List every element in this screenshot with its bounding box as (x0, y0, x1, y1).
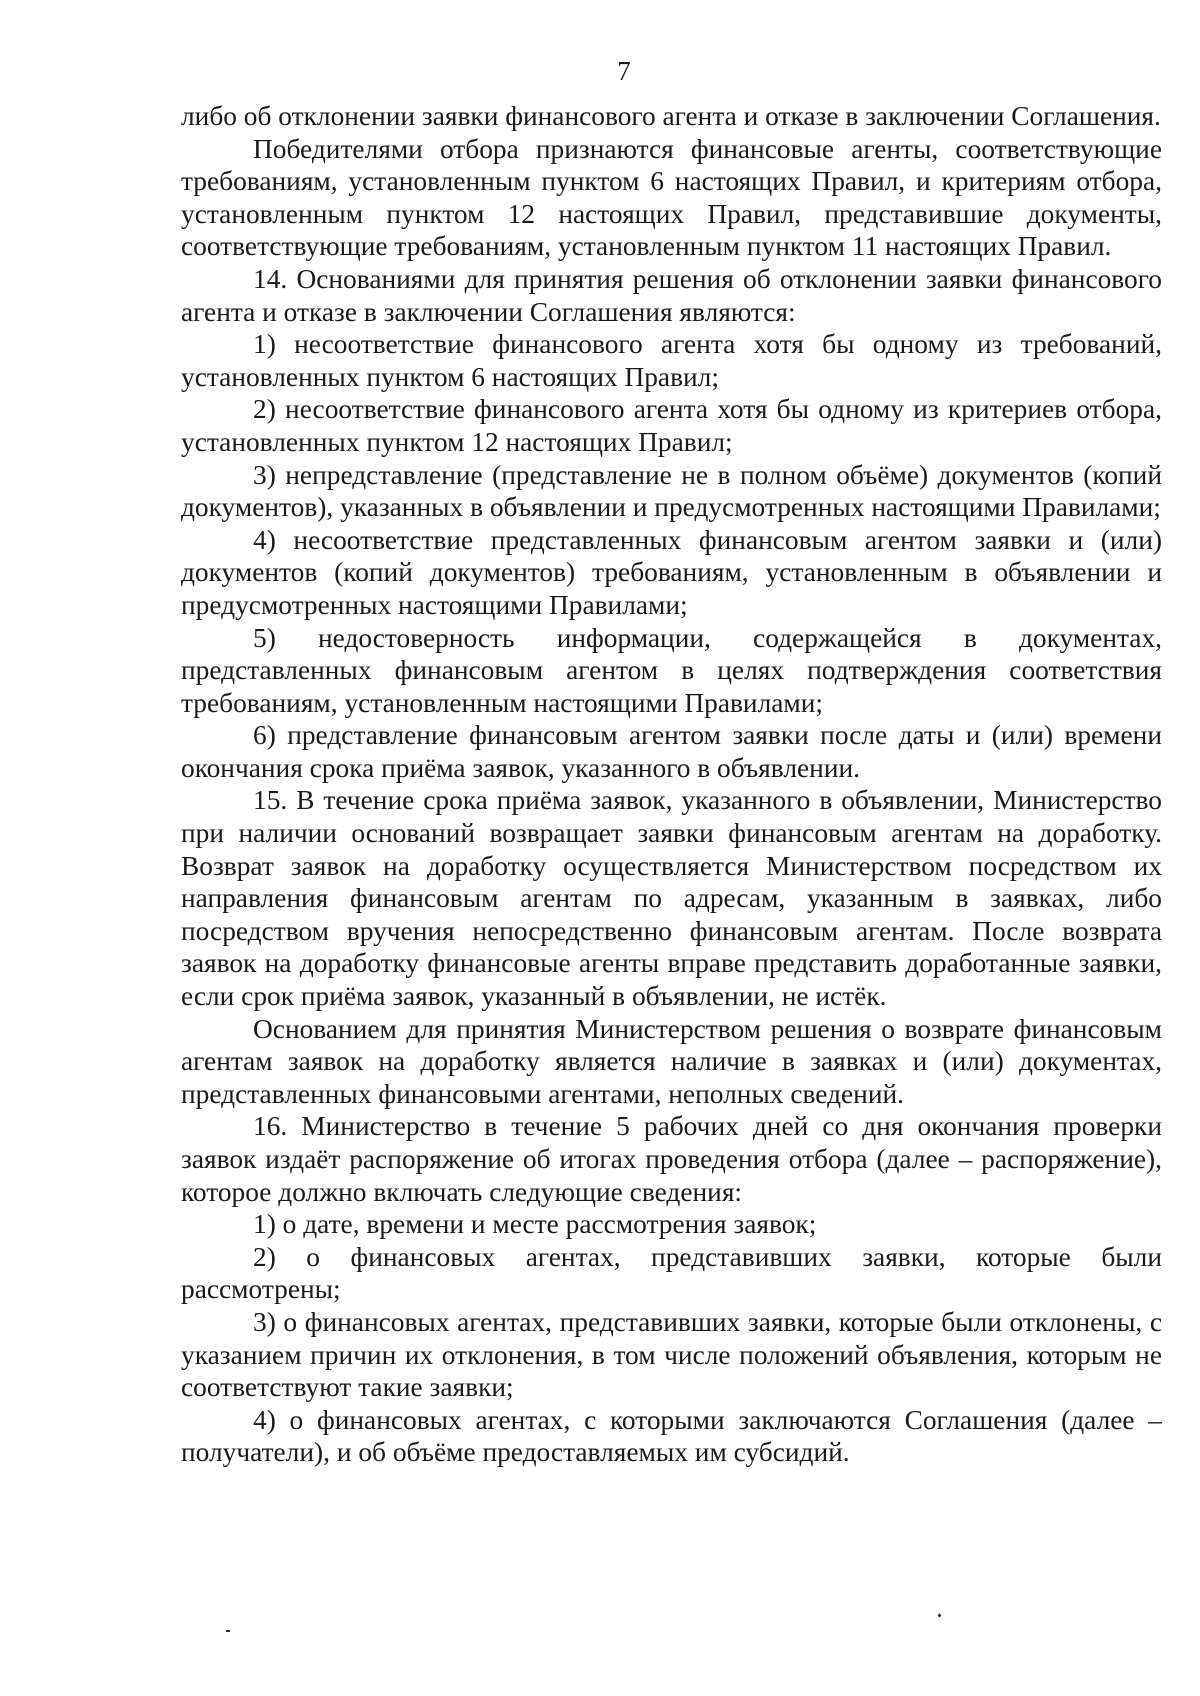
paragraph-16: 16. Министерство в течение 5 рабочих дней со дня окончания проверки заявок издаёт распоряжение об итогах проведения отбора (далее – распоряжение), которое должно включать следующие сведения: (181, 1111, 1162, 1207)
paragraph-14-item-6: 6) представление финансовым агентом заявки после даты и (или) времени окончания срока приёма заявок, указанного в объявлении. (181, 720, 1162, 783)
paragraph-14: 14. Основаниями для принятия решения об отклонении заявки финансового агента и отказе в заключении Соглашения являются: (181, 263, 1162, 327)
paragraph-15-basis: Основанием для принятия Министерством решения о возврате финансовым агентам заявок на доработку является наличие в заявках и (или) документах, представленных финансовыми агентами, неполных сведений. (181, 1013, 1162, 1109)
paragraph-16-item-1: 1) о дате, времени и месте рассмотрения заявок; (253, 1209, 817, 1240)
paragraph-14-item-5: 5) недостоверность информации, содержащейся в документах, представленных финансовым агентом в целях подтверждения соответствия требованиям, установленным настоящими Правилами; (181, 622, 1162, 718)
paragraph-16-item-4: 4) о финансовых агентах, с которыми заключаются Соглашения (далее – получатели), и об объёме предоставляемых им субсидий. (181, 1404, 1162, 1468)
paragraph-14-item-1: 1) несоответствие финансового агента хотя бы одному из требований, установленных пунктом 6 настоящих Правил; (181, 329, 1162, 392)
paragraph-15: 15. В течение срока приёма заявок, указанного в объявлении, Министерство при наличии оснований возвращает заявки финансовым агентам на доработку. Возврат заявок на доработку осуществляется Министерством посредством их направления финансовым агентам по адресам, указанным в заявках, либо посредством вручения непосредственно финансовым агентам. После возврата заявок на доработку финансовые агенты вправе представить доработанные заявки, если срок приёма заявок, указанный в объявлении, не истёк. (181, 785, 1162, 1012)
document-body (181, 100, 1162, 1469)
paragraph-winners: Победителями отбора признаются финансовые агенты, соответствующие требованиям, установленным пунктом 6 настоящих Правил, и критериям отбора, установленным пунктом 12 настоящих Правил, представившие документы, соответствующие требованиям, установленным пунктом 11 настоящих Правил. (181, 133, 1162, 262)
paragraph-continuation: либо об отклонении заявки финансового агента и отказе в заключении Соглашения. (181, 101, 1161, 131)
paragraph-14-item-4: 4) несоответствие представленных финансовым агентом заявки и (или) документов (копий документов) требованиям, установленным в объявлении и предусмотренных настоящими Правилами; (181, 524, 1162, 620)
paragraph-14-item-2: 2) несоответствие финансового агента хотя бы одному из критериев отбора, установленных пунктом 12 настоящих Правил; (181, 394, 1162, 457)
scan-speck (226, 1630, 230, 1632)
page-number: 7 (617, 56, 631, 86)
paragraph-16-item-2: 2) о финансовых агентах, представивших заявки, которые были рассмотрены; (181, 1241, 1162, 1305)
paragraph-14-item-3: 3) непредставление (представление не в полном объёме) документов (копий документов), указанных в объявлении и предусмотренных настоящими Правилами; (181, 459, 1162, 523)
scan-speck (937, 1613, 941, 1617)
paragraph-16-item-3: 3) о финансовых агентах, представивших заявки, которые были отклонены, с указанием причин их отклонения, в том числе положений объявления, которым не соответствуют такие заявки; (181, 1306, 1162, 1403)
